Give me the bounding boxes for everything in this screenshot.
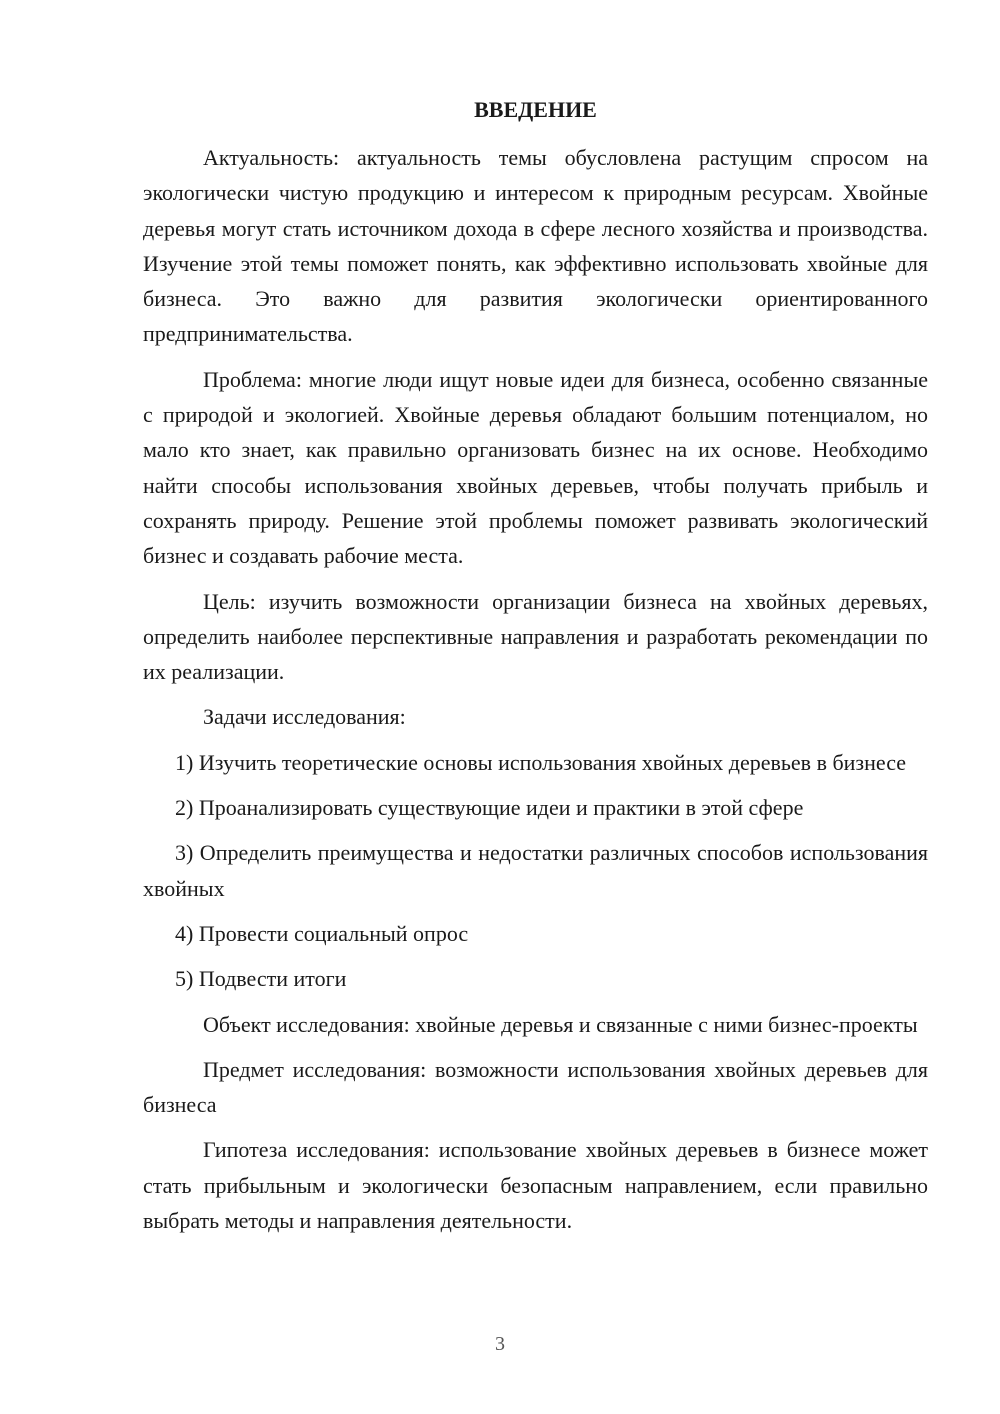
paragraph-relevance: Актуальность: актуальность темы обусловлена растущим спросом на экологически чистую продукцию и интересом к природным ресурсам. Хвойные деревья могут стать источником дохода в сфере лесного хозяйства и производства. Изучение этой темы поможет понять, как эффективно использовать хвойные для бизнеса. Это важно для развития экологически ориентированного предпринимательства.: [143, 145, 928, 347]
task-item-1: 1) Изучить теоретические основы использования хвойных деревьев в бизнесе: [175, 749, 906, 775]
paragraph-hypothesis: Гипотеза исследования: использование хвойных деревьев в бизнесе может стать прибыльным и экологически безопасным направлением, если правильно выбрать методы и направления деятельности.: [143, 1137, 928, 1234]
paragraph-problem: Проблема: многие люди ищут новые идеи для бизнеса, особенно связанные с природой и экологией. Хвойные деревья обладают большим потенциалом, но мало кто знает, как правильно организовать бизнес на их основе. Необходимо найти способы использования хвойных деревьев, чтобы получать прибыль и сохранять природу. Решение этой проблемы поможет развивать экологический бизнес и создавать рабочие места.: [143, 366, 928, 569]
document-page: [143, 92, 928, 1248]
task-item-4: 4) Провести социальный опрос: [175, 920, 469, 946]
paragraph-subject: Предмет исследования: возможности использования хвойных деревьев для бизнеса: [143, 1056, 928, 1118]
paragraph-goal: Цель: изучить возможности организации бизнеса на хвойных деревьях, определить наиболее перспективные направления и разработать рекомендации по их реализации.: [143, 588, 928, 685]
paragraph-tasks-heading: Задачи исследования:: [203, 704, 406, 730]
task-item-3: 3) Определить преимущества и недостатки различных способов использования хвойных: [143, 840, 928, 901]
task-item-5: 5) Подвести итоги: [175, 966, 347, 992]
page-number: 3: [495, 1333, 505, 1355]
section-title: ВВЕДЕНИЕ: [474, 97, 597, 122]
task-item-2: 2) Проанализировать существующие идеи и практики в этой сфере: [175, 795, 804, 821]
paragraph-object: Объект исследования: хвойные деревья и связанные с ними бизнес-проекты: [203, 1011, 918, 1037]
